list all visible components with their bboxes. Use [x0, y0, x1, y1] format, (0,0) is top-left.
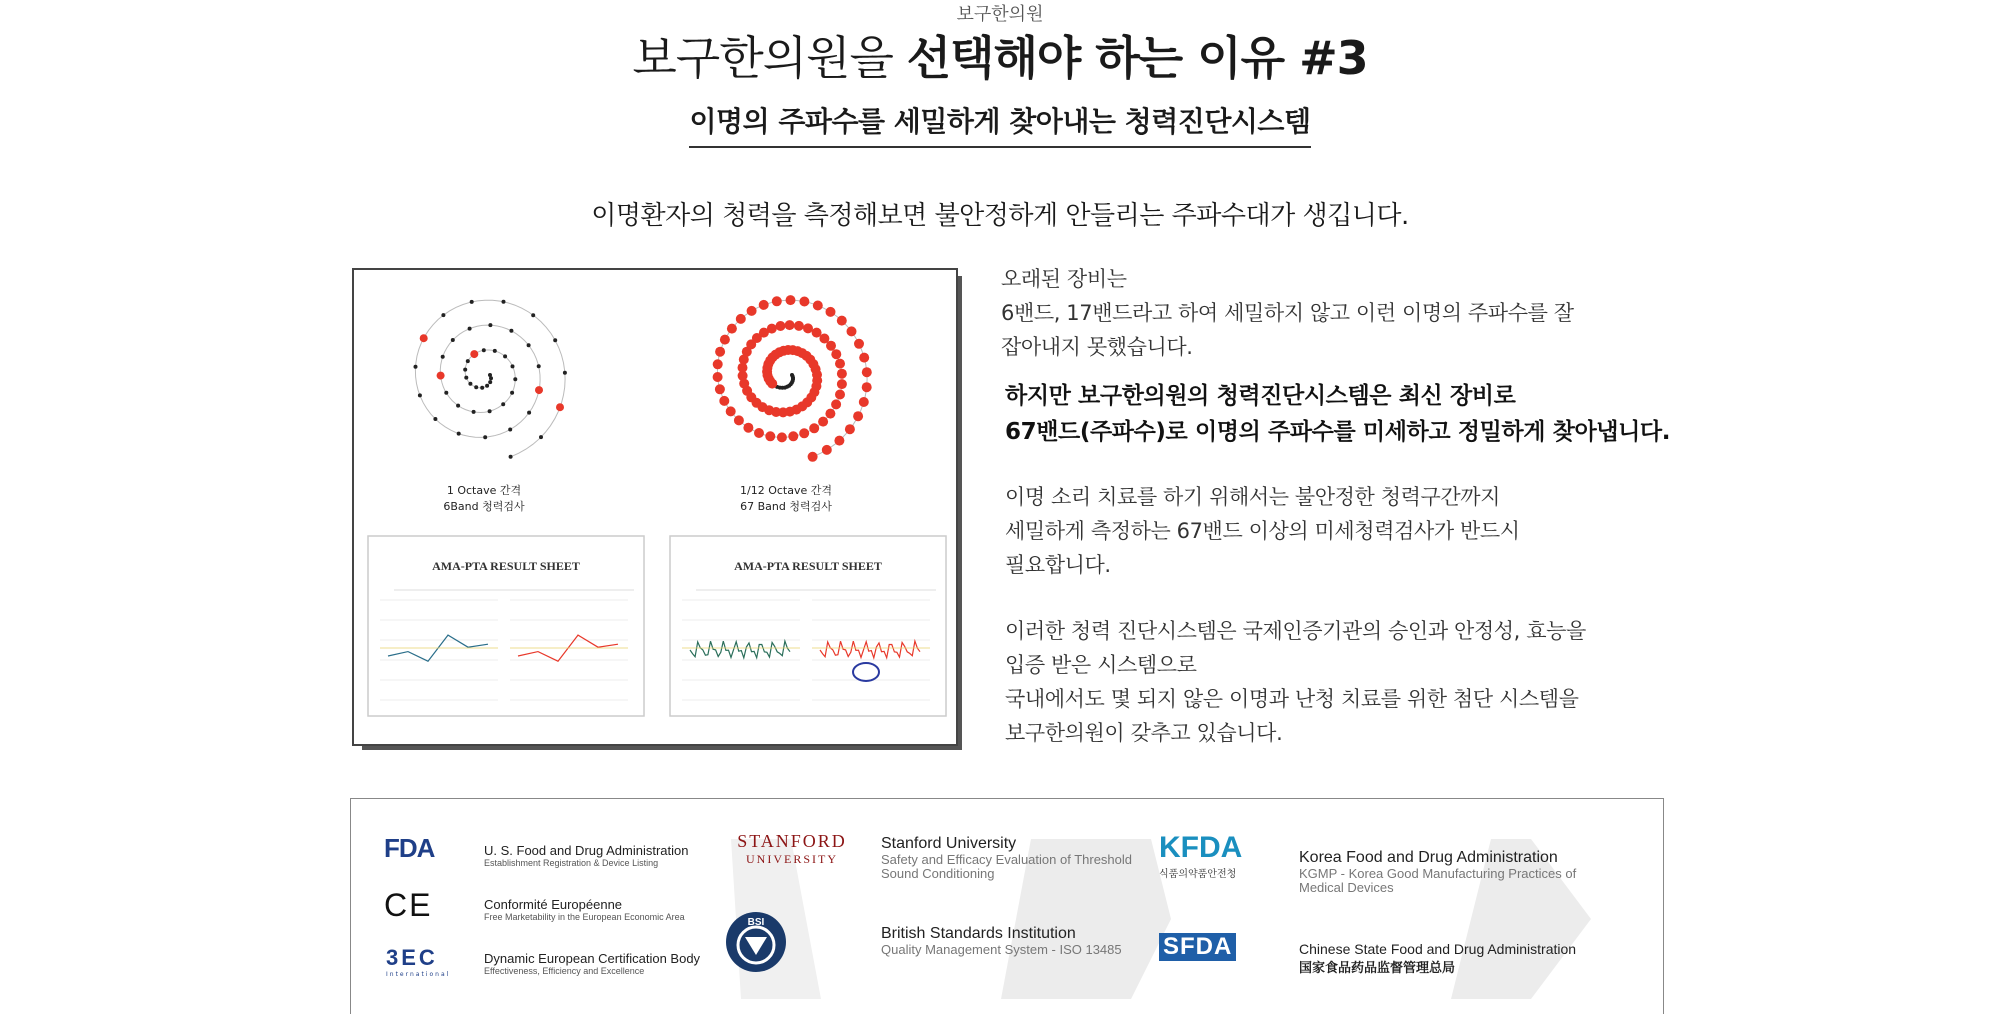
stanford-name: Stanford University: [881, 835, 1017, 852]
sfda-name: Chinese State Food and Drug Administration: [1299, 941, 1577, 957]
spiral-dot: [474, 385, 478, 389]
spiral-dot: [818, 417, 828, 427]
spiral-dot: [488, 323, 492, 327]
spiral-dot: [776, 321, 786, 331]
fda-desc: Establishment Registration & Device Listing: [484, 858, 659, 868]
spiral-dot: [509, 329, 513, 333]
spiral-dot: [457, 432, 461, 436]
p4-line-3: 국내에서도 몇 되지 않은 이명과 난청 치료를 위한 첨단 시스템을: [1005, 687, 1579, 711]
right-caption-1: 1/12 Octave 간격: [740, 484, 832, 497]
spiral-dot: [794, 321, 804, 331]
dec-name: Dynamic European Certification Body: [484, 951, 701, 966]
spiral-dot: [441, 355, 445, 359]
right-caption-2: 67 Band 청력검사: [740, 500, 832, 513]
spiral-dot: [488, 409, 492, 413]
spiral-dot: [468, 327, 472, 331]
spiral-dot: [502, 300, 506, 304]
p4-line-2: 입증 받은 시스템으로: [1005, 653, 1197, 677]
spiral-dot: [808, 452, 818, 462]
spiral-dot: [845, 424, 855, 434]
spiral-dot: [527, 343, 531, 347]
spiral-dot: [859, 353, 869, 363]
page-subtitle: 이명의 주파수를 세밀하게 찾아내는 청력진단시스템: [689, 100, 1310, 148]
spiral-dot: [539, 435, 543, 439]
kfda-logo-sub: 식품의약품안전청: [1159, 869, 1237, 880]
spiral-dot: [556, 403, 564, 411]
spiral-dot: [831, 349, 841, 359]
spiral-dot: [509, 455, 513, 459]
kfda-desc-2: Medical Devices: [1299, 880, 1394, 895]
spiral-dot: [433, 417, 437, 421]
p1-line-1: 오래된 장비는: [1001, 267, 1127, 291]
spiral-dot: [463, 368, 467, 372]
spiral-dot: [535, 386, 543, 394]
ce-desc: Free Marketability in the European Economic Area: [484, 912, 685, 922]
spiral-dot: [720, 335, 730, 345]
spiral-dot: [813, 301, 823, 311]
sfda-name-cn: 国家食品药品监督管理总局: [1299, 961, 1456, 976]
p1-line-3: 잡아내지 못했습니다.: [1001, 335, 1193, 359]
left-caption-1: 1 Octave 간격: [446, 484, 522, 497]
hearing-test-illustration: [354, 270, 958, 746]
spiral-dot: [826, 307, 836, 317]
ce-logo: CE: [384, 887, 433, 923]
spiral-dot: [853, 411, 863, 421]
spiral-dot: [715, 384, 725, 394]
paragraph-need: [1005, 480, 1705, 582]
spiral-dot: [862, 367, 872, 377]
spiral-dot: [727, 324, 737, 334]
lead-sentence: 이명환자의 청력을 측정해보면 불안정하게 안들리는 주파수대가 생깁니다.: [591, 201, 1409, 231]
spiral-6band: [414, 300, 567, 459]
p2-line-2: 67밴드(주파수)로 이명의 주파수를 미세하고 정밀하게 찾아냅니다.: [1005, 419, 1671, 445]
spiral-dot: [862, 382, 872, 392]
spiral-dot: [837, 369, 847, 379]
spiral-dot: [418, 393, 422, 397]
spiral-dot: [456, 404, 460, 408]
spiral-dot: [786, 295, 796, 305]
spiral-dot: [736, 314, 746, 324]
spiral-dot: [470, 300, 474, 304]
stanford-logo-sub: UNIVERSITY: [746, 852, 838, 866]
spiral-dot: [489, 376, 493, 380]
spiral-dot: [420, 334, 428, 342]
brand-eyebrow: 보구한의원: [956, 4, 1044, 25]
bsi-logo: [723, 909, 789, 975]
sfda-logo: SFDA: [1159, 933, 1236, 961]
subtitle-wrap: [0, 100, 2000, 148]
sheet-title-left: AMA-PTA RESULT SHEET: [432, 559, 580, 573]
spiral-dot: [511, 364, 515, 368]
spiral-dot: [765, 431, 775, 441]
result-sheet-right: [670, 536, 946, 716]
spiral-dot: [734, 415, 744, 425]
spiral-dot: [493, 349, 497, 353]
page-title-light: 보구한의원을: [632, 31, 907, 85]
spiral-dot: [719, 396, 729, 406]
kfda-logo-text: KFDA: [1159, 831, 1243, 864]
spiral-dot: [747, 306, 757, 316]
spiral-dot: [713, 372, 723, 382]
dec-logo-sub: International: [386, 971, 451, 978]
spiral-dot: [831, 399, 841, 409]
spiral-dot: [715, 347, 725, 357]
spiral-dot: [799, 428, 809, 438]
spiral-dot: [847, 326, 857, 336]
cert-fda: [484, 843, 689, 868]
p3-line-1: 이명 소리 치료를 하기 위해서는 불안정한 청력구간까지: [1005, 485, 1501, 509]
spiral-dot: [835, 390, 845, 400]
sheet-title-right: AMA-PTA RESULT SHEET: [734, 559, 882, 573]
p2-line-1: 하지만 보구한의원의 청력진단시스템은 최신 장비로: [1005, 383, 1516, 409]
dec-desc: Effectiveness, Efficiency and Excellence: [484, 966, 645, 976]
spiral-dot: [508, 428, 512, 432]
bsi-logo-text: BSI: [747, 917, 765, 928]
spiral-dot: [859, 397, 869, 407]
spiral-dot: [464, 376, 468, 380]
hearing-test-figure: [352, 268, 958, 746]
spiral-dot: [788, 431, 798, 441]
spiral-dot: [785, 320, 795, 330]
spiral-dot: [510, 391, 514, 395]
page-title: [0, 22, 2000, 88]
spiral-67band: [713, 295, 872, 462]
spiral-dot: [563, 371, 567, 375]
paragraph-certification: [1005, 614, 1705, 750]
spiral-dot: [414, 365, 418, 369]
spiral-dot: [488, 380, 492, 384]
spiral-dot: [772, 296, 782, 306]
spiral-dot: [713, 359, 723, 369]
spiral-dot: [553, 338, 557, 342]
spiral-dot: [441, 313, 445, 317]
fda-logo: FDA: [384, 833, 435, 863]
spiral-dot: [482, 348, 486, 352]
spiral-dot: [468, 382, 472, 386]
cert-sfda: [1299, 941, 1576, 976]
stanford-desc-1: Safety and Efficacy Evaluation of Threshold: [881, 852, 1133, 867]
spiral-dot: [444, 391, 448, 395]
cert-kfda: [1299, 849, 1576, 895]
spiral-dot: [472, 410, 476, 414]
spiral-dot: [803, 323, 813, 333]
stanford-desc-2: Sound Conditioning: [881, 866, 995, 881]
cert-dec: [484, 951, 700, 976]
spiral-dot: [759, 300, 769, 310]
spiral-dot: [483, 435, 487, 439]
spiral-dot: [726, 406, 736, 416]
paragraph-new-system: [1005, 378, 1705, 450]
spiral-dot: [777, 432, 787, 442]
spiral-dot: [854, 339, 864, 349]
kfda-desc-1: KGMP - Korea Good Manufacturing Practices of: [1299, 866, 1577, 881]
spiral-dot: [834, 436, 844, 446]
cert-bsi: [881, 925, 1122, 957]
spiral-dot: [480, 386, 484, 390]
spiral-dot: [837, 316, 847, 326]
ce-name: Conformité Européenne: [484, 897, 623, 912]
spiral-dot: [835, 359, 845, 369]
cert-ce: [484, 897, 685, 922]
paragraph-old-equipment: [1001, 262, 1701, 364]
bsi-desc: Quality Management System - ISO 13485: [881, 942, 1122, 957]
certification-panel: [350, 798, 1664, 1014]
spiral-dot: [470, 350, 478, 358]
kfda-name: Korea Food and Drug Administration: [1299, 849, 1558, 866]
spiral-dot: [743, 423, 753, 433]
page-title-bold: 선택해야 하는 이유 #3: [906, 31, 1368, 85]
spiral-dot: [531, 313, 535, 317]
spiral-dot: [826, 341, 836, 351]
p3-line-3: 필요합니다.: [1005, 553, 1111, 577]
cert-stanford: [881, 835, 1132, 881]
p4-line-1: 이러한 청력 진단시스템은 국제인증기관의 승인과 안정성, 효능을: [1005, 619, 1586, 643]
dec-logo-text: 3EC: [386, 945, 438, 970]
p3-line-2: 세밀하게 측정하는 67밴드 이상의 미세청력검사가 반드시: [1005, 519, 1520, 543]
spiral-dot: [527, 411, 531, 415]
spiral-dot: [485, 384, 489, 388]
stanford-logo: [723, 831, 861, 867]
stanford-logo-text: STANFORD: [737, 831, 847, 851]
spiral-dot: [466, 359, 470, 363]
spiral-dot: [503, 354, 507, 358]
spiral-dot: [754, 428, 764, 438]
spiral-dot: [809, 423, 819, 433]
bsi-name: British Standards Institution: [881, 925, 1076, 942]
fda-name: U. S. Food and Drug Administration: [484, 843, 689, 858]
spiral-dot: [437, 372, 445, 380]
spiral-dot: [799, 297, 809, 307]
spiral-dot: [822, 445, 832, 455]
spiral-dot: [501, 402, 505, 406]
p4-line-4: 보구한의원이 갖추고 있습니다.: [1005, 721, 1283, 745]
dec-logo: [386, 945, 450, 978]
left-caption-2: 6Band 청력검사: [443, 500, 525, 513]
spiral-dot: [451, 338, 455, 342]
result-sheet-left: [368, 536, 644, 716]
spiral-dot: [513, 377, 517, 381]
spiral-dot: [537, 364, 541, 368]
spiral-dot: [837, 379, 847, 389]
kfda-logo: [1159, 831, 1242, 880]
spiral-dot: [825, 409, 835, 419]
p1-line-2: 6밴드, 17밴드라고 하여 세밀하지 않고 이런 이명의 주파수를 잘: [1001, 301, 1574, 325]
spiral-dot: [767, 324, 777, 334]
